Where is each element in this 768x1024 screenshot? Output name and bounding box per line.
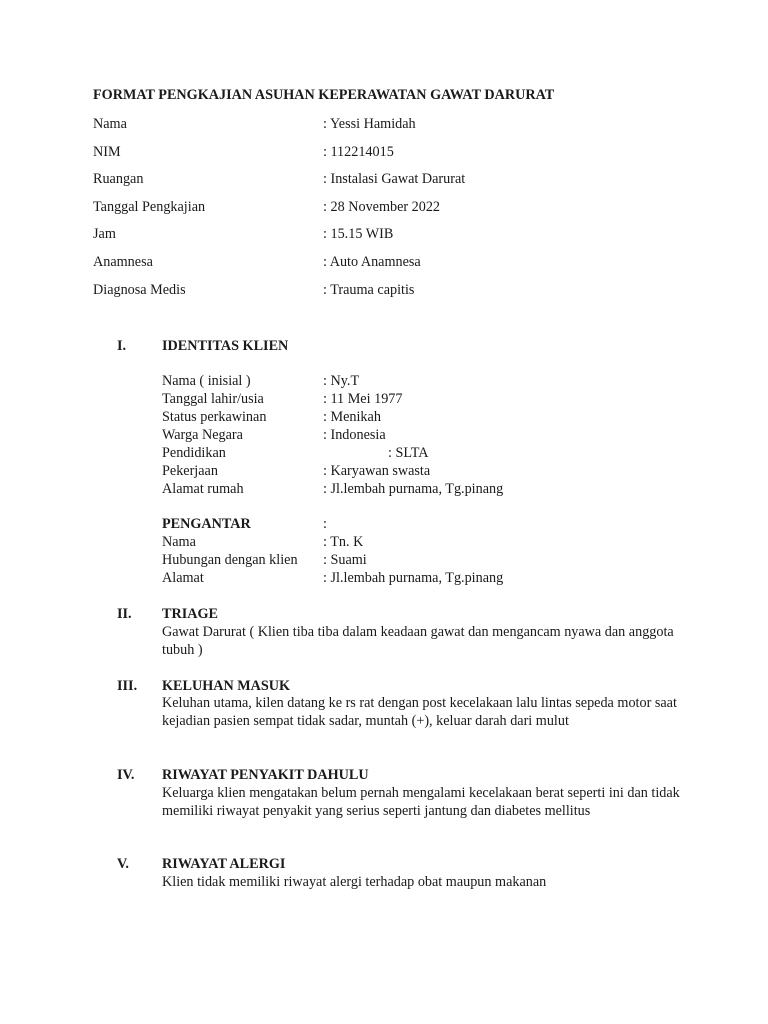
field-label-diagnosa-medis: Diagnosa Medis xyxy=(93,282,186,298)
identitas-value: : Jl.lembah purnama, Tg.pinang xyxy=(323,481,504,497)
field-value-diagnosa-medis: : Trauma capitis xyxy=(323,282,415,298)
identitas-value: : SLTA xyxy=(388,445,429,461)
section-heading-riwayat-alergi: RIWAYAT ALERGI xyxy=(162,856,286,872)
section-heading-triage: TRIAGE xyxy=(162,606,218,622)
section-heading-riwayat-penyakit-dahulu: RIWAYAT PENYAKIT DAHULU xyxy=(162,767,369,783)
section-text-keluhan-masuk: Keluhan utama, kilen datang ke rs rat dengan post kecelakaan lalu lintas sepeda motor saat kejadian pasien sempat tidak sadar, muntah (+), keluar darah dari mulut xyxy=(162,695,677,730)
identitas-value: : Menikah xyxy=(323,409,381,425)
section-heading-keluhan-masuk: KELUHAN MASUK xyxy=(162,678,291,694)
identitas-value: : Indonesia xyxy=(323,427,386,443)
field-value-ruangan: : Instalasi Gawat Darurat xyxy=(323,171,466,187)
field-value-jam: : 15.15 WIB xyxy=(323,226,394,242)
section-number: III. xyxy=(117,678,138,694)
field-value-anamnesa: : Auto Anamnesa xyxy=(323,254,421,270)
identitas-label: Nama ( inisial ) xyxy=(162,373,251,389)
pengantar-label: Nama xyxy=(162,534,196,550)
section-text-riwayat-penyakit-dahulu: Keluarga klien mengatakan belum pernah mengalami kecelakaan berat seperti ini dan tidak memiliki riwayat penyakit yang serius seperti jantung dan diabetes mellitus xyxy=(162,785,680,820)
pengantar-value: : Suami xyxy=(323,552,367,568)
pengantar-value: : Tn. K xyxy=(323,534,364,550)
identitas-label: Alamat rumah xyxy=(162,481,244,497)
identitas-label: Status perkawinan xyxy=(162,409,267,425)
identitas-label: Pekerjaan xyxy=(162,463,218,479)
field-label-nama: Nama xyxy=(93,116,127,132)
pengantar-colon: : xyxy=(323,516,327,532)
section-number: I. xyxy=(117,338,127,354)
pengantar-value: : Jl.lembah purnama, Tg.pinang xyxy=(323,570,504,586)
field-label-anamnesa: Anamnesa xyxy=(93,254,153,270)
pengantar-label: Hubungan dengan klien xyxy=(162,552,298,568)
section-text-triage: Gawat Darurat ( Klien tiba tiba dalam keadaan gawat dan mengancam nyawa dan anggota tubuh ) xyxy=(162,624,674,659)
identitas-label: Pendidikan xyxy=(162,445,226,461)
pengantar-heading: PENGANTAR xyxy=(162,516,251,532)
identitas-value: : 11 Mei 1977 xyxy=(323,391,403,407)
field-label-ruangan: Ruangan xyxy=(93,171,144,187)
section-number: IV. xyxy=(117,767,135,783)
identitas-label: Tanggal lahir/usia xyxy=(162,391,264,407)
field-value-nama: : Yessi Hamidah xyxy=(323,116,416,132)
field-value-nim: : 112214015 xyxy=(323,144,394,160)
field-label-tanggal-pengkajian: Tanggal Pengkajian xyxy=(93,199,206,215)
identitas-label: Warga Negara xyxy=(162,427,243,443)
identitas-value: : Karyawan swasta xyxy=(323,463,431,479)
field-label-jam: Jam xyxy=(93,226,116,242)
section-heading-identitas-klien: IDENTITAS KLIEN xyxy=(162,338,289,354)
document-title: FORMAT PENGKAJIAN ASUHAN KEPERAWATAN GAWAT DARURAT xyxy=(93,87,555,103)
pengantar-label: Alamat xyxy=(162,570,204,586)
section-text-riwayat-alergi: Klien tidak memiliki riwayat alergi terhadap obat maupun makanan xyxy=(162,874,547,890)
section-number: V. xyxy=(117,856,129,872)
field-label-nim: NIM xyxy=(93,144,121,160)
identitas-value: : Ny.T xyxy=(323,373,360,389)
field-value-tanggal-pengkajian: : 28 November 2022 xyxy=(323,199,441,215)
section-number: II. xyxy=(117,606,132,622)
